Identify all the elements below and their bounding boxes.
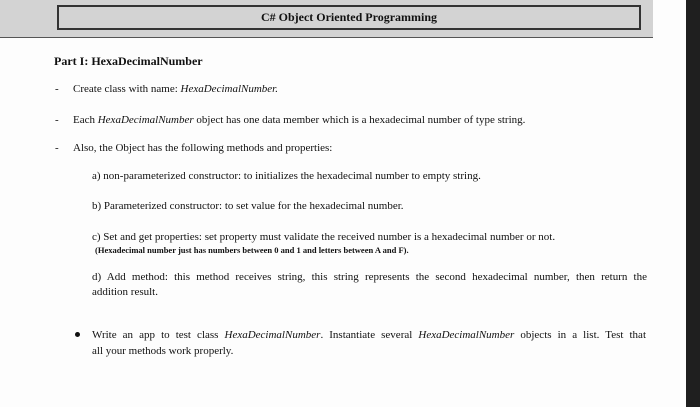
list-dash: - <box>55 83 59 95</box>
list-dash: - <box>55 142 59 154</box>
method-a: a) non-parameterized constructor: to initializes the hexadecimal number to empty string. <box>92 170 481 182</box>
list-item-create-class <box>73 82 278 96</box>
class-name: HexaDecimalNumber <box>224 329 321 341</box>
each-prefix: Each <box>73 114 98 126</box>
list-item-data-member <box>73 113 525 127</box>
each-suffix: object has one data member which is a hexadecimal number of type string. <box>193 114 526 126</box>
method-d-line2: addition result. <box>92 286 158 298</box>
bullet-item-line2: all your methods work properly. <box>92 345 234 357</box>
method-b: b) Parameterized constructor: to set value for the hexadecimal number. <box>92 200 404 212</box>
class-name: HexaDecimalNumber <box>97 114 194 126</box>
method-d-line1: d) Add method: this method receives string, this string represents the second hexadecimal number, then return the <box>92 271 647 283</box>
method-c-note: (Hexadecimal number just has numbers between 0 and 1 and letters between A and F). <box>95 245 409 255</box>
part-heading: Part I: HexaDecimalNumber <box>54 54 203 68</box>
bullet-icon <box>75 332 80 337</box>
bullet-item-line1 <box>92 328 646 342</box>
document-title: C# Object Oriented Programming <box>57 5 641 30</box>
class-name: HexaDecimalNumber <box>418 329 515 341</box>
method-c: c) Set and get properties: set property must validate the received number is a hexadecimal number or not. <box>92 231 556 243</box>
title-bar <box>0 0 653 38</box>
bullet-text: Write an app to test class <box>92 329 225 341</box>
create-prefix: Create class with name: <box>73 83 181 95</box>
class-name: HexaDecimalNumber. <box>180 83 278 95</box>
bullet-text: . Instantiate several <box>320 329 419 341</box>
list-item-methods-intro: Also, the Object has the following methods and properties: <box>73 142 333 154</box>
bullet-text: objects in a list. Test that <box>514 329 646 341</box>
list-dash: - <box>55 114 59 126</box>
